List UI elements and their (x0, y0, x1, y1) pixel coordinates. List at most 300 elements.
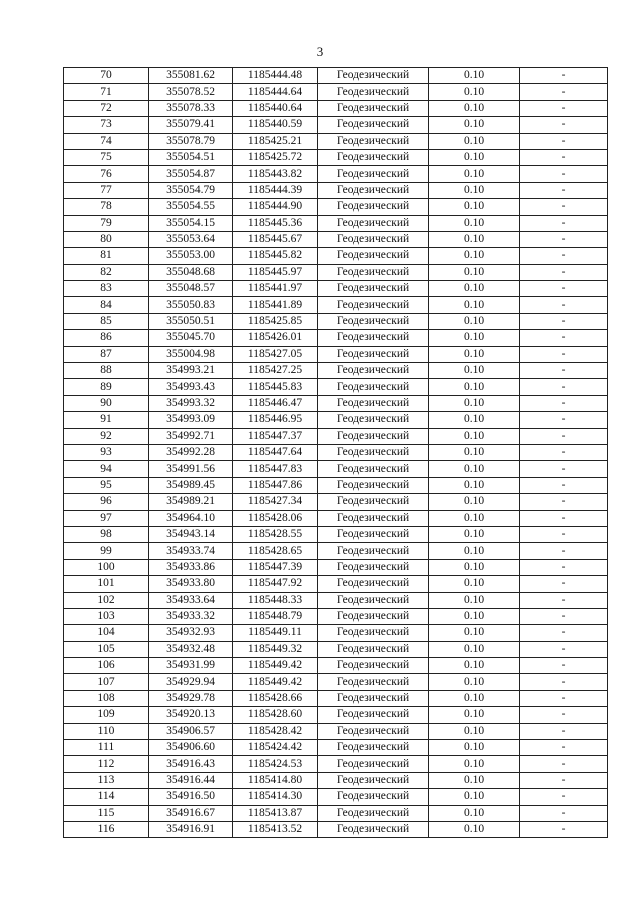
accuracy-cell: 0.10 (429, 248, 520, 264)
accuracy-cell: 0.10 (429, 412, 520, 428)
table-row (64, 543, 608, 559)
description-cell: - (520, 199, 608, 215)
x-coordinate-cell: 355081.62 (149, 68, 233, 84)
table-row (64, 100, 608, 116)
point-number-cell: 87 (64, 346, 149, 362)
accuracy-cell: 0.10 (429, 363, 520, 379)
point-number-cell: 103 (64, 608, 149, 624)
x-coordinate-cell: 355004.98 (149, 346, 233, 362)
x-coordinate-cell: 355078.52 (149, 84, 233, 100)
point-number-cell: 104 (64, 625, 149, 641)
method-cell: Геодезический (318, 199, 429, 215)
description-cell: - (520, 526, 608, 542)
table-row (64, 231, 608, 247)
x-coordinate-cell: 355045.70 (149, 330, 233, 346)
description-cell: - (520, 756, 608, 772)
y-coordinate-cell: 1185447.37 (233, 428, 318, 444)
y-coordinate-cell: 1185440.64 (233, 100, 318, 116)
point-number-cell: 105 (64, 641, 149, 657)
y-coordinate-cell: 1185428.60 (233, 707, 318, 723)
point-number-cell: 85 (64, 313, 149, 329)
table-row (64, 84, 608, 100)
table-row (64, 461, 608, 477)
accuracy-cell: 0.10 (429, 68, 520, 84)
method-cell: Геодезический (318, 789, 429, 805)
y-coordinate-cell: 1185426.01 (233, 330, 318, 346)
method-cell: Геодезический (318, 100, 429, 116)
description-cell: - (520, 821, 608, 837)
accuracy-cell: 0.10 (429, 543, 520, 559)
accuracy-cell: 0.10 (429, 444, 520, 460)
accuracy-cell: 0.10 (429, 674, 520, 690)
accuracy-cell: 0.10 (429, 215, 520, 231)
y-coordinate-cell: 1185414.80 (233, 772, 318, 788)
x-coordinate-cell: 354993.43 (149, 379, 233, 395)
point-number-cell: 116 (64, 821, 149, 837)
table-row (64, 68, 608, 84)
accuracy-cell: 0.10 (429, 231, 520, 247)
y-coordinate-cell: 1185427.34 (233, 494, 318, 510)
y-coordinate-cell: 1185413.52 (233, 821, 318, 837)
y-coordinate-cell: 1185424.53 (233, 756, 318, 772)
y-coordinate-cell: 1185445.82 (233, 248, 318, 264)
description-cell: - (520, 428, 608, 444)
method-cell: Геодезический (318, 428, 429, 444)
y-coordinate-cell: 1185428.55 (233, 526, 318, 542)
method-cell: Геодезический (318, 84, 429, 100)
x-coordinate-cell: 354916.67 (149, 805, 233, 821)
point-number-cell: 72 (64, 100, 149, 116)
method-cell: Геодезический (318, 117, 429, 133)
y-coordinate-cell: 1185448.33 (233, 592, 318, 608)
method-cell: Геодезический (318, 149, 429, 165)
table-row (64, 740, 608, 756)
table-row (64, 313, 608, 329)
point-number-cell: 102 (64, 592, 149, 608)
y-coordinate-cell: 1185427.05 (233, 346, 318, 362)
table-row (64, 723, 608, 739)
accuracy-cell: 0.10 (429, 756, 520, 772)
point-number-cell: 93 (64, 444, 149, 460)
y-coordinate-cell: 1185445.83 (233, 379, 318, 395)
method-cell: Геодезический (318, 658, 429, 674)
point-number-cell: 97 (64, 510, 149, 526)
accuracy-cell: 0.10 (429, 395, 520, 411)
description-cell: - (520, 297, 608, 313)
description-cell: - (520, 641, 608, 657)
point-number-cell: 95 (64, 477, 149, 493)
method-cell: Геодезический (318, 248, 429, 264)
y-coordinate-cell: 1185414.30 (233, 789, 318, 805)
accuracy-cell: 0.10 (429, 297, 520, 313)
x-coordinate-cell: 354993.09 (149, 412, 233, 428)
x-coordinate-cell: 354931.99 (149, 658, 233, 674)
description-cell: - (520, 379, 608, 395)
x-coordinate-cell: 355078.79 (149, 133, 233, 149)
x-coordinate-cell: 355054.15 (149, 215, 233, 231)
point-number-cell: 80 (64, 231, 149, 247)
x-coordinate-cell: 355079.41 (149, 117, 233, 133)
table-row (64, 641, 608, 657)
table-row (64, 395, 608, 411)
description-cell: - (520, 576, 608, 592)
description-cell: - (520, 330, 608, 346)
y-coordinate-cell: 1185447.92 (233, 576, 318, 592)
x-coordinate-cell: 354993.21 (149, 363, 233, 379)
accuracy-cell: 0.10 (429, 772, 520, 788)
description-cell: - (520, 84, 608, 100)
description-cell: - (520, 363, 608, 379)
accuracy-cell: 0.10 (429, 117, 520, 133)
point-number-cell: 100 (64, 559, 149, 575)
description-cell: - (520, 313, 608, 329)
table-row (64, 297, 608, 313)
y-coordinate-cell: 1185444.39 (233, 182, 318, 198)
table-row (64, 248, 608, 264)
description-cell: - (520, 740, 608, 756)
accuracy-cell: 0.10 (429, 723, 520, 739)
method-cell: Геодезический (318, 494, 429, 510)
method-cell: Геодезический (318, 576, 429, 592)
point-number-cell: 73 (64, 117, 149, 133)
description-cell: - (520, 133, 608, 149)
method-cell: Геодезический (318, 166, 429, 182)
description-cell: - (520, 559, 608, 575)
description-cell: - (520, 723, 608, 739)
point-number-cell: 84 (64, 297, 149, 313)
method-cell: Геодезический (318, 772, 429, 788)
x-coordinate-cell: 355050.83 (149, 297, 233, 313)
point-number-cell: 107 (64, 674, 149, 690)
y-coordinate-cell: 1185449.42 (233, 658, 318, 674)
description-cell: - (520, 461, 608, 477)
point-number-cell: 98 (64, 526, 149, 542)
y-coordinate-cell: 1185448.79 (233, 608, 318, 624)
method-cell: Геодезический (318, 231, 429, 247)
x-coordinate-cell: 355050.51 (149, 313, 233, 329)
y-coordinate-cell: 1185428.65 (233, 543, 318, 559)
description-cell: - (520, 477, 608, 493)
method-cell: Геодезический (318, 461, 429, 477)
table-row (64, 199, 608, 215)
point-number-cell: 81 (64, 248, 149, 264)
x-coordinate-cell: 355054.51 (149, 149, 233, 165)
method-cell: Геодезический (318, 330, 429, 346)
accuracy-cell: 0.10 (429, 264, 520, 280)
table-row (64, 477, 608, 493)
point-number-cell: 89 (64, 379, 149, 395)
y-coordinate-cell: 1185447.64 (233, 444, 318, 460)
table-row (64, 526, 608, 542)
table-row (64, 264, 608, 280)
accuracy-cell: 0.10 (429, 707, 520, 723)
point-number-cell: 91 (64, 412, 149, 428)
method-cell: Геодезический (318, 723, 429, 739)
accuracy-cell: 0.10 (429, 494, 520, 510)
x-coordinate-cell: 354989.45 (149, 477, 233, 493)
point-number-cell: 115 (64, 805, 149, 821)
accuracy-cell: 0.10 (429, 281, 520, 297)
method-cell: Геодезический (318, 412, 429, 428)
accuracy-cell: 0.10 (429, 576, 520, 592)
point-number-cell: 92 (64, 428, 149, 444)
description-cell: - (520, 789, 608, 805)
table-row (64, 330, 608, 346)
table-row (64, 149, 608, 165)
point-number-cell: 78 (64, 199, 149, 215)
x-coordinate-cell: 354943.14 (149, 526, 233, 542)
description-cell: - (520, 346, 608, 362)
method-cell: Геодезический (318, 133, 429, 149)
y-coordinate-cell: 1185447.86 (233, 477, 318, 493)
table-row (64, 117, 608, 133)
description-cell: - (520, 772, 608, 788)
accuracy-cell: 0.10 (429, 821, 520, 837)
x-coordinate-cell: 354933.80 (149, 576, 233, 592)
method-cell: Геодезический (318, 68, 429, 84)
table-row (64, 674, 608, 690)
accuracy-cell: 0.10 (429, 346, 520, 362)
method-cell: Геодезический (318, 674, 429, 690)
method-cell: Геодезический (318, 363, 429, 379)
accuracy-cell: 0.10 (429, 133, 520, 149)
x-coordinate-cell: 354964.10 (149, 510, 233, 526)
method-cell: Геодезический (318, 707, 429, 723)
description-cell: - (520, 68, 608, 84)
x-coordinate-cell: 354929.78 (149, 690, 233, 706)
accuracy-cell: 0.10 (429, 592, 520, 608)
description-cell: - (520, 690, 608, 706)
x-coordinate-cell: 354992.28 (149, 444, 233, 460)
method-cell: Геодезический (318, 641, 429, 657)
point-number-cell: 76 (64, 166, 149, 182)
method-cell: Геодезический (318, 510, 429, 526)
table-row (64, 592, 608, 608)
table-row (64, 805, 608, 821)
point-number-cell: 96 (64, 494, 149, 510)
table-row (64, 821, 608, 837)
point-number-cell: 101 (64, 576, 149, 592)
x-coordinate-cell: 354932.48 (149, 641, 233, 657)
x-coordinate-cell: 354992.71 (149, 428, 233, 444)
table-row (64, 379, 608, 395)
accuracy-cell: 0.10 (429, 166, 520, 182)
point-number-cell: 90 (64, 395, 149, 411)
accuracy-cell: 0.10 (429, 740, 520, 756)
x-coordinate-cell: 354989.21 (149, 494, 233, 510)
method-cell: Геодезический (318, 264, 429, 280)
method-cell: Геодезический (318, 444, 429, 460)
y-coordinate-cell: 1185444.90 (233, 199, 318, 215)
point-number-cell: 86 (64, 330, 149, 346)
table-row (64, 756, 608, 772)
description-cell: - (520, 608, 608, 624)
x-coordinate-cell: 354993.32 (149, 395, 233, 411)
table-row (64, 281, 608, 297)
description-cell: - (520, 805, 608, 821)
x-coordinate-cell: 354933.64 (149, 592, 233, 608)
y-coordinate-cell: 1185425.85 (233, 313, 318, 329)
description-cell: - (520, 281, 608, 297)
y-coordinate-cell: 1185441.89 (233, 297, 318, 313)
description-cell: - (520, 166, 608, 182)
x-coordinate-cell: 354991.56 (149, 461, 233, 477)
y-coordinate-cell: 1185449.11 (233, 625, 318, 641)
table-row (64, 690, 608, 706)
point-number-cell: 70 (64, 68, 149, 84)
description-cell: - (520, 264, 608, 280)
accuracy-cell: 0.10 (429, 641, 520, 657)
x-coordinate-cell: 354906.57 (149, 723, 233, 739)
point-number-cell: 94 (64, 461, 149, 477)
method-cell: Геодезический (318, 625, 429, 641)
point-number-cell: 111 (64, 740, 149, 756)
method-cell: Геодезический (318, 526, 429, 542)
description-cell: - (520, 592, 608, 608)
x-coordinate-cell: 354916.50 (149, 789, 233, 805)
point-number-cell: 82 (64, 264, 149, 280)
accuracy-cell: 0.10 (429, 313, 520, 329)
table-row (64, 510, 608, 526)
table-row (64, 658, 608, 674)
accuracy-cell: 0.10 (429, 379, 520, 395)
accuracy-cell: 0.10 (429, 84, 520, 100)
x-coordinate-cell: 354932.93 (149, 625, 233, 641)
accuracy-cell: 0.10 (429, 658, 520, 674)
description-cell: - (520, 182, 608, 198)
table-row (64, 608, 608, 624)
description-cell: - (520, 625, 608, 641)
y-coordinate-cell: 1185445.67 (233, 231, 318, 247)
y-coordinate-cell: 1185447.83 (233, 461, 318, 477)
description-cell: - (520, 395, 608, 411)
description-cell: - (520, 444, 608, 460)
point-number-cell: 109 (64, 707, 149, 723)
x-coordinate-cell: 354929.94 (149, 674, 233, 690)
point-number-cell: 110 (64, 723, 149, 739)
method-cell: Геодезический (318, 182, 429, 198)
x-coordinate-cell: 354933.86 (149, 559, 233, 575)
table-row (64, 707, 608, 723)
y-coordinate-cell: 1185446.47 (233, 395, 318, 411)
accuracy-cell: 0.10 (429, 510, 520, 526)
table-row (64, 363, 608, 379)
x-coordinate-cell: 355053.00 (149, 248, 233, 264)
description-cell: - (520, 510, 608, 526)
accuracy-cell: 0.10 (429, 477, 520, 493)
point-number-cell: 108 (64, 690, 149, 706)
point-number-cell: 114 (64, 789, 149, 805)
description-cell: - (520, 215, 608, 231)
x-coordinate-cell: 355054.87 (149, 166, 233, 182)
description-cell: - (520, 494, 608, 510)
table-row (64, 215, 608, 231)
method-cell: Геодезический (318, 297, 429, 313)
x-coordinate-cell: 354916.43 (149, 756, 233, 772)
accuracy-cell: 0.10 (429, 559, 520, 575)
method-cell: Геодезический (318, 592, 429, 608)
y-coordinate-cell: 1185440.59 (233, 117, 318, 133)
method-cell: Геодезический (318, 821, 429, 837)
point-number-cell: 113 (64, 772, 149, 788)
description-cell: - (520, 248, 608, 264)
method-cell: Геодезический (318, 313, 429, 329)
method-cell: Геодезический (318, 608, 429, 624)
y-coordinate-cell: 1185428.66 (233, 690, 318, 706)
description-cell: - (520, 658, 608, 674)
point-number-cell: 74 (64, 133, 149, 149)
y-coordinate-cell: 1185444.48 (233, 68, 318, 84)
method-cell: Геодезический (318, 477, 429, 493)
description-cell: - (520, 674, 608, 690)
point-number-cell: 79 (64, 215, 149, 231)
method-cell: Геодезический (318, 805, 429, 821)
description-cell: - (520, 412, 608, 428)
x-coordinate-cell: 355054.79 (149, 182, 233, 198)
accuracy-cell: 0.10 (429, 789, 520, 805)
point-number-cell: 71 (64, 84, 149, 100)
y-coordinate-cell: 1185428.06 (233, 510, 318, 526)
accuracy-cell: 0.10 (429, 182, 520, 198)
table-row (64, 444, 608, 460)
y-coordinate-cell: 1185425.72 (233, 149, 318, 165)
method-cell: Геодезический (318, 559, 429, 575)
method-cell: Геодезический (318, 543, 429, 559)
x-coordinate-cell: 354933.32 (149, 608, 233, 624)
method-cell: Геодезический (318, 281, 429, 297)
y-coordinate-cell: 1185441.97 (233, 281, 318, 297)
y-coordinate-cell: 1185444.64 (233, 84, 318, 100)
table-row (64, 346, 608, 362)
y-coordinate-cell: 1185445.97 (233, 264, 318, 280)
y-coordinate-cell: 1185424.42 (233, 740, 318, 756)
table-row (64, 182, 608, 198)
point-number-cell: 106 (64, 658, 149, 674)
y-coordinate-cell: 1185447.39 (233, 559, 318, 575)
method-cell: Геодезический (318, 215, 429, 231)
accuracy-cell: 0.10 (429, 149, 520, 165)
coordinates-table-body (64, 68, 608, 838)
accuracy-cell: 0.10 (429, 330, 520, 346)
accuracy-cell: 0.10 (429, 608, 520, 624)
y-coordinate-cell: 1185449.32 (233, 641, 318, 657)
x-coordinate-cell: 354920.13 (149, 707, 233, 723)
description-cell: - (520, 543, 608, 559)
x-coordinate-cell: 354916.44 (149, 772, 233, 788)
y-coordinate-cell: 1185425.21 (233, 133, 318, 149)
accuracy-cell: 0.10 (429, 625, 520, 641)
coordinates-table (63, 67, 608, 838)
method-cell: Геодезический (318, 740, 429, 756)
point-number-cell: 112 (64, 756, 149, 772)
x-coordinate-cell: 355048.57 (149, 281, 233, 297)
y-coordinate-cell: 1185443.82 (233, 166, 318, 182)
table-row (64, 576, 608, 592)
table-row (64, 428, 608, 444)
table-row (64, 166, 608, 182)
table-row (64, 494, 608, 510)
point-number-cell: 83 (64, 281, 149, 297)
table-row (64, 559, 608, 575)
table-row (64, 625, 608, 641)
point-number-cell: 75 (64, 149, 149, 165)
accuracy-cell: 0.10 (429, 199, 520, 215)
point-number-cell: 77 (64, 182, 149, 198)
y-coordinate-cell: 1185428.42 (233, 723, 318, 739)
x-coordinate-cell: 354916.91 (149, 821, 233, 837)
x-coordinate-cell: 355048.68 (149, 264, 233, 280)
method-cell: Геодезический (318, 395, 429, 411)
